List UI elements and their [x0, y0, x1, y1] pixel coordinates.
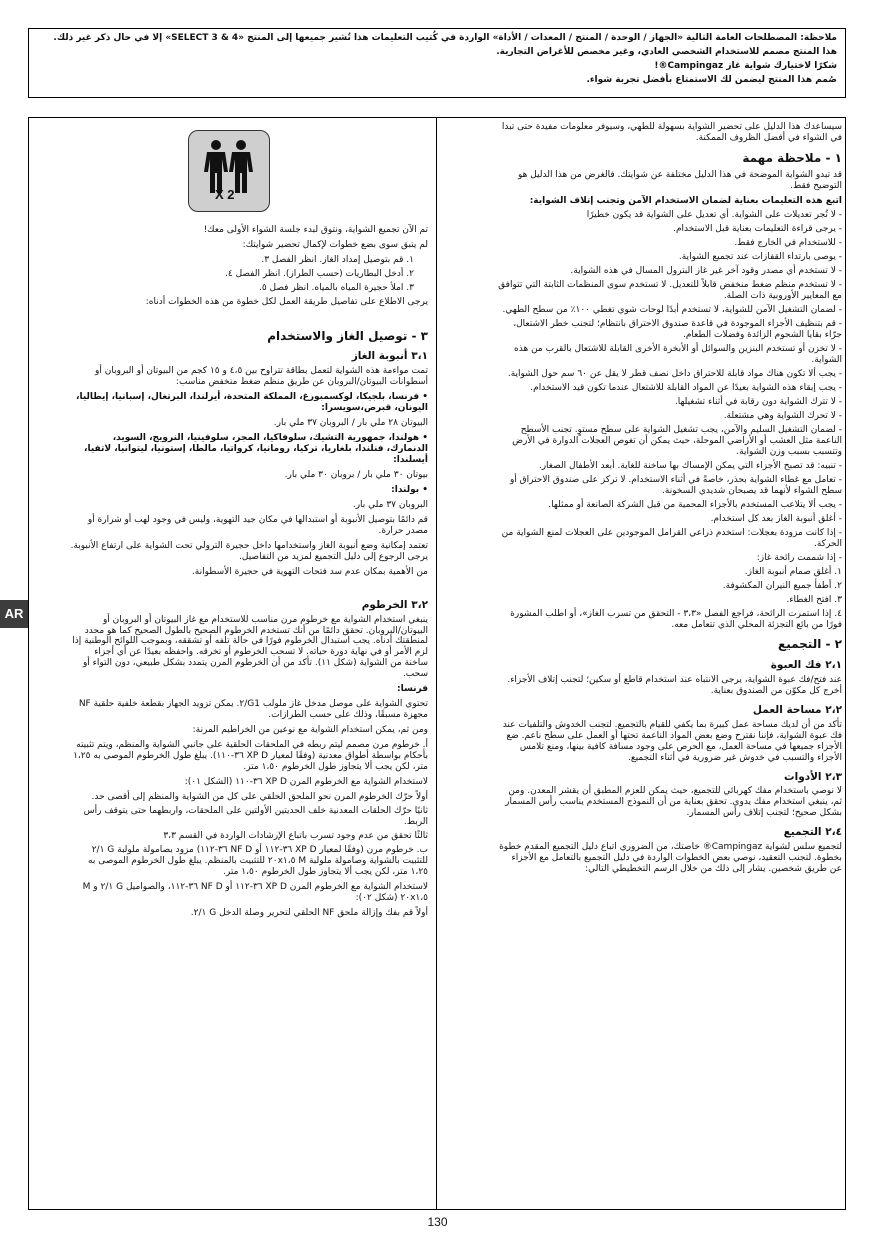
paragraph: تمت مواءمة هذه الشواية لتعمل بطاقة تتراوح بين ٤،٥ و ١٥ كجم من البيوتان أو البروبان أو أسطوانات البيوتان/البروبان عن طريق منظم ضغط منخفض مناسب: — [95, 366, 428, 388]
paragraph: تأكد من أن لديك مساحة عمل كبيرة بما يكفي للقيام بالتجميع. لتجنب الخدوش والتلفيات عند فك عبوة الشواية، فإننا نقترح وضع بعض المواد الناعمة تحتها أو العمل على سطح ناعم. ضع الأجزاء جميعها في مساحة العمل، مع الحرص على وجود مسافة كافية بينها، ومنع تلامس الأجزاء والتسبب في خدوش غير ضرورية في أثناء التجميع. — [502, 719, 842, 763]
list-item — [70, 806, 428, 828]
list-item: ٢. أدخل البطاريات (حسب الطراز). انظر الفصل ٤. — [224, 268, 414, 279]
step-text: حرّك الخرطوم المرن نحو الملحق الحلقي على كل من الشواية والمنظم إلى أقصى حد. — [91, 792, 414, 803]
page-number: 130 — [427, 1215, 448, 1229]
notice-line: ملاحظة: المصطلحات العامة التالية «الجهاز / الوحدة / المنتج / المعدات / الأداة» الواردة في كُتيب التعليمات هذا تُشير جميعها إلى المنتج «SELECT 3 & 4» إلا في حال ذكر غير ذلك. — [53, 33, 837, 43]
subsection-heading: ٣،١ أنبوبة الغاز — [351, 350, 428, 363]
paragraph: لاستخدام الشواية مع الخرطوم المرن XP D ٣٦-١١٠ (الشكل ٠١): — [184, 777, 428, 788]
safety-list — [498, 210, 842, 563]
list-item: - تنبيه: قد تصبح الأجزاء التي يمكن الإمساك بها ساخنة للغاية. أبعد الأطفال الصغار. — [538, 460, 842, 471]
paragraph: أ. خرطوم مرن مصمم ليتم ربطه في الملحقات الحلقية على جانبي الشواية والمنظم، ويتم تثبيته بأحكام بواسطة أطواق معدنية (وفقًا لمعيار XP D ٣٦-١١٠). يبلغ طول الخرطوم الموصى به ١،٢٥ متر، لكن يجب ألا يتجاوز طول الخرطوم ١،٥٠ متر. — [73, 740, 428, 773]
list-item: ٣. افتح الغطاء. — [786, 594, 842, 605]
list-item — [70, 792, 428, 803]
list-item: ٣. املأ حجيرة المياه بالمياه. انظر فصل ٥. — [258, 282, 414, 293]
list-item: ٤. إذا استمرت الرائحة، فراجع الفصل «٣،٣ - التحقق من تسرب الغاز»، أو اطلب المشورة فورًا من بائع التجزئة المحلي الذي تتعامل معه. — [510, 608, 842, 630]
list-item: ١. قم بتوصيل إمداد الغاز. انظر الفصل ٣. — [261, 254, 414, 265]
step-text: حرّك الحلقات المعدنية خلف الحديتين الأولتين على الملحقات، واربطهما حتى يتوقف رأس الربط. — [83, 806, 428, 828]
paragraph: لم يتبق سوى بضع خطوات لإكمال تحضير شوايتك: — [242, 239, 428, 250]
list-item: - يجب إبقاء هذه الشواية بعيدًا عن المواد القابلة للاشتعال عندما تكون قيد الاستخدام. — [530, 383, 842, 394]
paragraph: قد تبدو الشواية الموضحة في هذا الدليل مختلفة عن شوايتك. فالغرض من هذا الدليل هو التوضيح فقط. — [517, 169, 842, 191]
section-heading-important: ١ - ملاحظة مهمة — [742, 150, 842, 165]
column-divider — [436, 117, 437, 1210]
person-count-label: X 2 — [215, 187, 235, 202]
list-item — [70, 831, 428, 842]
country-group-label: • فرنسا، بلجيكا، لوكسمبورغ، المملكة المتحدة، أيرلندا، البرتغال، إسبانيا، إيطاليا، اليونان، قبرص،سويسرا: — [76, 392, 428, 414]
subsection-heading: ٢،١ فك العبوة — [770, 659, 842, 672]
paragraph: لتجميع سلس لشواية Campingaz® خاصتك، من الضروري اتباع دليل التجميع المقدم خطوة بخطوة. لتجنب التعقيد، نوصي بعض الخطوات الواردة في دليل التجميع بالتعامل مع الأجزاء عن طريق شخصين. يشار إلى ذلك من خلال الرسم التخطيطي التالي: — [499, 842, 842, 874]
subsection-heading: ٢،٣ الأدوات — [784, 770, 842, 783]
step-text: قم بفك وإزالة ملحق NF الحلقي لتحرير وصلة الدخل G ٢/١. — [190, 907, 414, 918]
right-column — [498, 122, 842, 1206]
paragraph: تعتمد إمكانية وضع أنبوبة الغاز واستخدامها داخل حجيرة الترولي تحت الشواية على ارتفاع الأنبوبة. يرجى الرجوع إلى دليل التجميع لمزيد من التفاصيل. — [70, 540, 428, 562]
list-item: ١. أغلق صمام أنبوبة الغاز. — [744, 566, 842, 577]
subsection-heading: ٣،٢ الخرطوم — [361, 598, 428, 611]
list-item: - أغلق أنبوبة الغاز بعد كل استخدام. — [710, 513, 842, 524]
list-item: - لا تترك الشواية دون رقابة في أثناء تشغيلها. — [674, 397, 842, 408]
list-item: ٢. أطفأ جميع النيران المكشوفة. — [722, 580, 842, 591]
pressure-value: البيوتان ٢٨ ملي بار / البروبان ٣٧ ملي بار. — [273, 418, 428, 429]
list-item — [70, 908, 428, 919]
prep-steps — [70, 255, 428, 294]
notice-box — [28, 28, 846, 98]
step-number: أولاً — [416, 907, 428, 918]
left-column — [70, 122, 428, 1206]
step-number: أولاً — [416, 792, 428, 803]
paragraph: ينبغي استخدام الشواية مع خرطوم مرن مناسب للاستخدام مع غاز البيوتان أو البروبان أو البيوتان/البروبان. تحقق دائمًا من أنك تستخدم الخرطوم الصحيح بالطول الصحيح كما هو محدد لمنطقتك أدناه. يجب استبدال الخرطوم فورًا في حالة تلفه أو تشققه، وبموجب اللوائح الوطنية إذا لزم الأمر أو في نهاية دورة حياته. لا تسحب الخرطوم أو تخرقه. واحفظه بعيدًا عن أي أجزاء ساخنة من الشواية (شكل ١١). تأكد من أن الخرطوم المرن يتمدد بشكل طبيعي، دون التواء أو سحب. — [72, 614, 428, 680]
country-group-label: • هولندا، جمهورية التشيك، سلوفاكيا، المجر، سلوفينيا، النرويج، السويد، الدنمارك، فنلندا، بلغاريا، تركيا، رومانيا، كرواتيا، مالطا، إستونيا، ليتوانيا، لاتفيا، أيسلندا: — [84, 433, 428, 466]
hose-b-steps — [70, 908, 428, 919]
subsection-heading: ٢،٤ التجميع — [783, 826, 842, 839]
list-item: - قم بتنظيف الأجزاء الموجودة في قاعدة صندوق الاحتراق بانتظام؛ لتجنب خطر الاشتعال، جرّاء بقايا الشحوم الزائدة وفضلات الطعام. — [513, 319, 842, 341]
pressure-value: بيوتان ٣٠ ملي بار / بروبان ٣٠ ملي بار. — [284, 469, 428, 480]
list-item: - تعامل مع غطاء الشواية بحذر، خاصةً في أثناء الاستخدام. لا تركز على صندوق الاحتراق أو سطح الشواء لأنهما قد يصبحان شديدي السخونة. — [509, 474, 842, 496]
intro-text: سيساعدك هذا الدليل على تحضير الشواية بسهولة للطهي، وسيوفر معلومات مفيدة حتى تبدأ في الشواء في أفضل الظروف الممكنة. — [501, 122, 842, 143]
list-item: - إذا شممت رائحة غاز: — [756, 552, 842, 563]
list-item: - لا تستخدم أي مصدر وقود آخر غير غاز البترول المسال في هذه الشواية. — [570, 266, 842, 277]
paragraph-bold: اتبع هذه التعليمات بعناية لضمان الاستخدام الآمن وتجنب إتلاف الشواية: — [529, 195, 842, 206]
hose-a-steps — [70, 792, 428, 842]
country-group-label: • بولندا: — [391, 484, 428, 495]
list-item: - للاستخدام في الخارج فقط. — [734, 238, 842, 249]
section-heading-gas: ٣ - توصيل الغاز والاستخدام — [267, 328, 428, 343]
paragraph: لاستخدام الشواية مع الخرطوم المرن XP D ٣٦-١١٢ أو NF D ٣٦-١١٢، والصواميل G ٢/١ و M ٢٠x١،٥ (شكل ٠٢): — [82, 881, 428, 903]
list-item: - لا تخزن أو تستخدم البنزين والسوائل أو الأبخرة الأخرى القابلة للاشتعال بالقرب من هذه الشواية. — [514, 344, 842, 366]
paragraph: يرجى الاطلاع على تفاصيل طريقة العمل لكل خطوة من هذه الخطوات أدناه: — [145, 296, 428, 307]
language-tab: AR — [0, 600, 28, 628]
notice-line: صُمم هذا المنتج ليضمن لك الاستمتاع بأفضل تجربة شواء. — [586, 74, 837, 85]
paragraph: لا نوصي باستخدام مفك كهربائي للتجميع، حيث يمكن للعزم المطبق أن يقشر المعدن. ومن ثم، ينبغي استخدام مفك يدوي. تحقق بعناية من أن النموذج المستخدم يناسب رأس المسمار بشكل صحيح؛ لتجنب إتلاف رأس المسمار. — [505, 786, 842, 819]
step-text: تحقق من عدم وجود تسرب باتباع الإرشادات الواردة في القسم ٣،٣ — [163, 831, 412, 841]
notice-line: شكرًا لاختيارك شواية غاز Campingaz®! — [654, 60, 837, 71]
list-item: - لا تحرك الشواية وهي مشتعلة. — [723, 411, 842, 421]
list-item: - لضمان التشغيل الآمن للشواية، لا تستخدم أبدًا لوحات شوي تغطي ١٠٠٪ من سطح الطهي. — [502, 305, 842, 316]
paragraph: عند فتح/فك عبوة الشواية، يرجى الانتباه عند استخدام قاطع أو سكين؛ لتجنب إتلاف الأجزاء. أخرج كل مكوّن من الصندوق بعناية. — [507, 674, 842, 696]
list-item: - لا تُجر تعديلات على الشواية. أي تعديل على الشواية قد يكون خطيرًا — [586, 210, 842, 221]
gas-smell-steps — [498, 567, 842, 631]
paragraph: تحتوي الشواية على موصل مدخل غاز ملولب G1/٢. يمكن تزويد الجهاز بقطعة خلفية حلقية NF مجهزة مسبقًا، وذلك على حسب الطرازات. — [78, 699, 428, 721]
list-item: - يجب ألا تكون هناك مواد قابلة للاحتراق داخل نصف قطر لا يقل عن ٦٠ سم حول الشواية. — [507, 369, 842, 380]
list-item: - يوصى بارتداء القفازات عند تجميع الشواية. — [678, 252, 842, 263]
paragraph: ب. خرطوم مرن (وفقًا لمعيار XP D ٣٦-١١٢ أو NF D ٣٦-١١٢) مزود بصامولة ملولبة G ٢/١ للتثبيت بالشواية وصامولة ملولبة M ٢٠x١،٥ للتثبيت بالمنظم. يبلغ طول الخرطوم الموصى به ١،٢٥ متر، لكن يجب ألا يتجاوز طول الخرطوم ١،٥٠ متر. — [88, 844, 428, 877]
list-item: - لا تستخدم منظم ضغط منخفض قابلاً للتعديل. لا تستخدم سوى المنظمات الثابتة التي تتوافق مع المعايير الأوروبية ذات الصلة. — [498, 280, 842, 302]
list-item: - إذا كانت مزودة بعجلات: استخدم ذراعي القرامل الموجودين على العجلات لمنع الشواية من الحركة. — [501, 527, 842, 549]
subsection-heading: ٢،٢ مساحة العمل — [752, 703, 842, 716]
list-item: - يجب ألا يتلاعب المستخدم بالأجزاء المحمية من قبل الشركة الصانعة أو ممثلها. — [548, 499, 842, 510]
country-label: فرنسا: — [396, 684, 428, 695]
pressure-value: البروبان ٣٧ ملي بار. — [352, 499, 428, 510]
paragraph: من الأهمية بمكان عدم سد فتحات التهوية في حجيرة الأسطوانة. — [191, 566, 428, 577]
paragraph: تم الآن تجميع الشواية، ونتوق لبدء جلسة الشواء الأولى معك! — [203, 225, 428, 235]
paragraph: قم دائمًا بتوصيل الأنبوبة أو استبدالها في مكان جيد التهوية، وليس في وجود لهب أو شرارة أو مصدر حرارة. — [87, 514, 428, 536]
list-item: - يرجى قراءة التعليمات بعناية قبل الاستخدام. — [673, 224, 842, 235]
step-number: ثانيًا — [414, 806, 428, 817]
step-number: ثالثًا — [414, 831, 428, 841]
paragraph: ومن ثم، يمكن استخدام الشواية مع نوعين من الخراطيم المرنة: — [192, 725, 428, 736]
section-heading-assembly: ٢ - التجميع — [778, 637, 842, 652]
list-item: - لضمان التشغيل السليم والآمن، يجب تشغيل الشواية على سطح مستوٍ. تجنب الأسطح الناعمة مثل العشب أو الأراضي الموحلة، حيث يمكن أن تغوص العجلات الدوارة في الأرض وتتسبب بسبب وزن الشواية. — [512, 424, 842, 457]
notice-line: هذا المنتج مصمم للاستخدام الشخصي العادي، وغير مخصص للأغراض التجارية. — [496, 46, 837, 57]
